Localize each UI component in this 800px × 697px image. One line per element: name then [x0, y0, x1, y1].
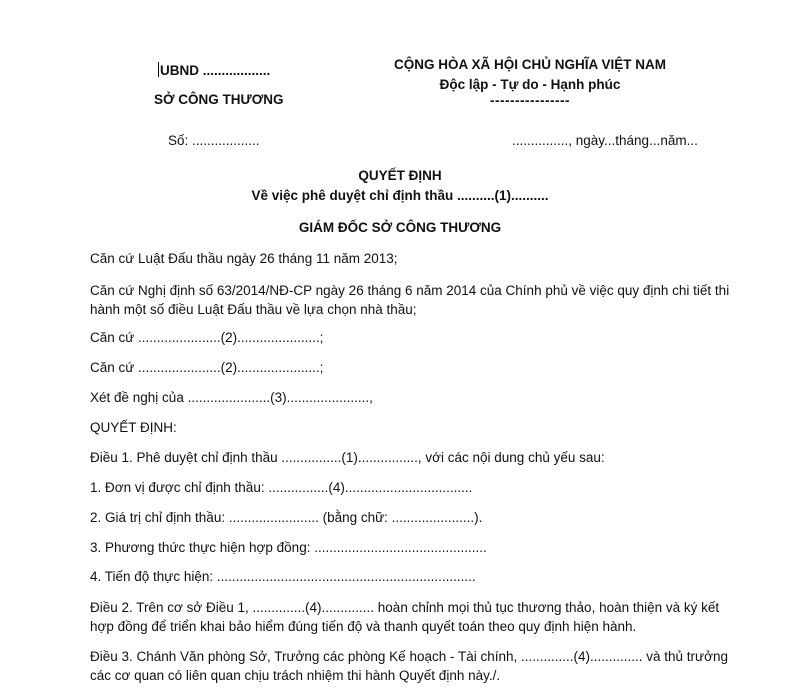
article-1-item-3: 3. Phương thức thực hiện hợp đồng: ..............................................: [90, 540, 487, 555]
org-name: [158, 62, 270, 78]
article-1: Điều 1. Phê duyệt chỉ định thầu ................(1)................, với các nội dung chủ yếu sau:: [90, 450, 605, 465]
document-number: Số: ..................: [168, 133, 260, 148]
basis-decree: Căn cứ Nghị định số 63/2014/NĐ-CP ngày 26 tháng 6 năm 2014 của Chính phủ về việc quy định chi tiết thi hành một số điều Luật Đấu thầu về lựa chọn nhà thầu;: [90, 283, 730, 317]
document-date: ..............., ngày...tháng...năm...: [512, 133, 698, 148]
decision-subject: Về việc phê duyệt chỉ định thầu ..........(1)..........: [251, 188, 549, 203]
basis-law: Căn cứ Luật Đấu thầu ngày 26 tháng 11 năm 2013;: [90, 251, 398, 266]
article-1-item-2: 2. Giá trị chỉ định thầu: ........................ (bằng chữ: ......................).: [90, 510, 483, 525]
org-name-text: UBND ..................: [160, 63, 271, 78]
article-2: Điều 2. Trên cơ sở Điều 1, ..............(4).............. hoàn chỉnh mọi thủ tục thương thảo, hoàn thiện và ký kết hợp đồng để triển khai bảo hiểm đúng tiến độ và thanh quyết toán theo quy định hiện hành.: [90, 600, 720, 634]
basis-other-2: Căn cứ ......................(2)......................;: [90, 360, 324, 375]
motto-underline: ----------------: [490, 93, 570, 108]
national-motto: Độc lập - Tự do - Hạnh phúc: [439, 77, 621, 92]
proposal: Xét đề nghị của ......................(3)......................,: [90, 390, 373, 405]
text-cursor: [158, 62, 159, 77]
decision-label: QUYẾT ĐỊNH:: [90, 420, 177, 435]
article-1-item-1: 1. Đơn vị được chỉ định thầu: ................(4)..................................: [90, 480, 473, 495]
article-1-item-4: 4. Tiến độ thực hiện: .....................................................................: [90, 569, 476, 584]
basis-other-1: Căn cứ ......................(2)......................;: [90, 330, 324, 345]
department-name: SỞ CÔNG THƯƠNG: [154, 92, 284, 107]
national-title: CỘNG HÒA XÃ HỘI CHỦ NGHĨA VIỆT NAM: [393, 57, 666, 72]
decision-heading: QUYẾT ĐỊNH: [358, 168, 442, 183]
article-3: Điều 3. Chánh Văn phòng Sở, Trưởng các phòng Kế hoạch - Tài chính, ..............(4).............. và thủ trưởng các cơ quan có liên quan chịu trách nhiệm thi hành Quyết định này./.: [90, 649, 728, 683]
issuing-authority: GIÁM ĐỐC SỞ CÔNG THƯƠNG: [298, 220, 502, 235]
